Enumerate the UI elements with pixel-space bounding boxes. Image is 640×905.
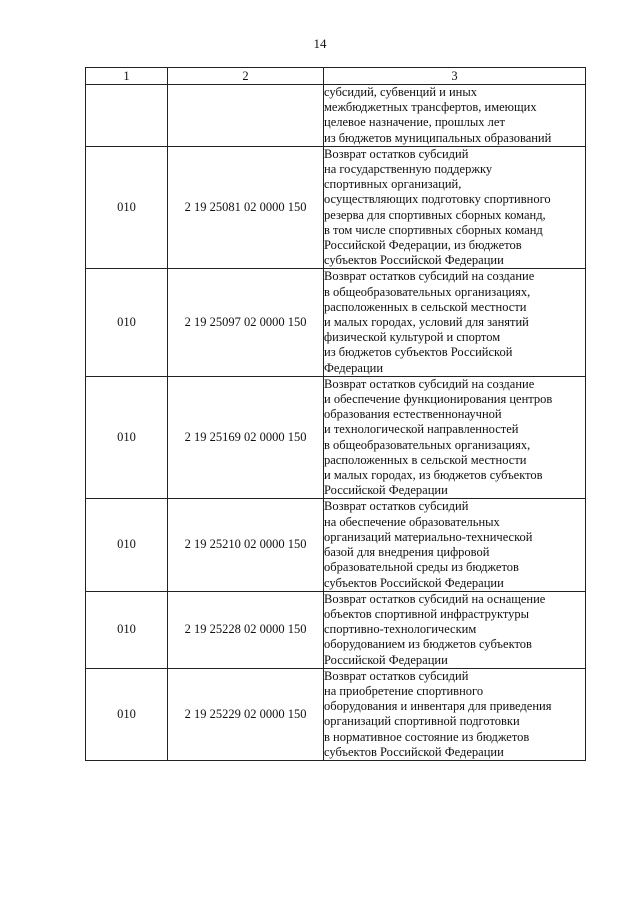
description-line: объектов спортивной инфраструктуры <box>324 606 530 621</box>
description-line: осуществляющих подготовку спортивного <box>324 192 551 207</box>
description-line: субъектов Российской Федерации <box>324 744 504 759</box>
description-line: Возврат остатков субсидий на создание <box>324 269 535 284</box>
description-cell <box>324 591 586 668</box>
description-line: субъектов Российской Федерации <box>324 253 504 268</box>
description-cell <box>324 146 586 269</box>
description-line: и технологической направленностей <box>324 422 519 437</box>
description-cell <box>324 668 586 760</box>
description-line: Российской Федерации <box>324 483 448 498</box>
description-line: из бюджетов муниципальных образований <box>324 130 552 145</box>
admin-code-cell: 010 <box>86 499 168 591</box>
admin-code-cell: 010 <box>86 376 168 499</box>
table-row <box>86 146 586 269</box>
description-line: расположенных в сельской местности <box>324 299 527 314</box>
admin-code-cell: 010 <box>86 591 168 668</box>
budget-code-cell: 2 19 25229 02 0000 150 <box>168 668 324 760</box>
admin-code-cell: 010 <box>86 269 168 376</box>
description-line: спортивных организаций, <box>324 177 462 192</box>
description-line: оборудованием из бюджетов субъектов <box>324 637 532 652</box>
column-header-2: 2 <box>168 68 324 85</box>
budget-code-cell: 2 19 25228 02 0000 150 <box>168 591 324 668</box>
description-line: на обеспечение образовательных <box>324 514 500 529</box>
column-header-1: 1 <box>86 68 168 85</box>
description-line: Возврат остатков субсидий <box>324 146 469 161</box>
budget-code-cell <box>168 85 324 147</box>
description-line: субсидий, субвенций и иных <box>324 85 477 99</box>
description-line: межбюджетных трансфертов, имеющих <box>324 100 537 115</box>
description-line: в том числе спортивных сборных команд <box>324 222 543 237</box>
description-line: образования естественнонаучной <box>324 407 502 422</box>
description-line: резерва для спортивных сборных команд, <box>324 207 546 222</box>
budget-code-cell: 2 19 25210 02 0000 150 <box>168 499 324 591</box>
admin-code-cell: 010 <box>86 668 168 760</box>
description-line: организаций спортивной подготовки <box>324 714 520 729</box>
description-line: Возврат остатков субсидий на оснащение <box>324 591 546 606</box>
table-row <box>86 591 586 668</box>
description-line: Российской Федерации, из бюджетов <box>324 238 522 253</box>
description-line: в нормативное состояние из бюджетов <box>324 729 530 744</box>
description-line: и обеспечение функционирования центров <box>324 392 553 407</box>
admin-code-cell <box>86 85 168 147</box>
description-line: образовательной среды из бюджетов <box>324 560 519 575</box>
description-line: оборудования и инвентаря для приведения <box>324 699 552 714</box>
budget-code-cell: 2 19 25081 02 0000 150 <box>168 146 324 269</box>
description-line: Возврат остатков субсидий <box>324 668 469 683</box>
description-line: целевое назначение, прошлых лет <box>324 115 505 130</box>
table-row <box>86 376 586 499</box>
description-line: Федерации <box>324 360 384 375</box>
description-cell <box>324 269 586 376</box>
description-cell <box>324 376 586 499</box>
table-row <box>86 499 586 591</box>
description-line: расположенных в сельской местности <box>324 452 527 467</box>
description-line: в общеобразовательных организациях, <box>324 284 531 299</box>
table-row <box>86 269 586 376</box>
description-line: спортивно-технологическим <box>324 622 477 637</box>
page-number: 14 <box>313 36 327 51</box>
table-row <box>86 668 586 760</box>
admin-code-cell: 010 <box>86 146 168 269</box>
budget-classification-table <box>85 67 586 761</box>
table-body <box>86 68 586 761</box>
description-line: в общеобразовательных организациях, <box>324 437 531 452</box>
description-line: организаций материально-технической <box>324 529 533 544</box>
description-cell <box>324 499 586 591</box>
description-line: субъектов Российской Федерации <box>324 575 504 590</box>
description-line: и малых городах, из бюджетов субъектов <box>324 468 543 483</box>
description-line: из бюджетов субъектов Российской <box>324 345 513 360</box>
description-line: Возврат остатков субсидий на создание <box>324 376 535 391</box>
table-header-row <box>86 68 586 85</box>
table-row <box>86 85 586 147</box>
description-line: на приобретение спортивного <box>324 683 484 698</box>
budget-code-cell: 2 19 25169 02 0000 150 <box>168 376 324 499</box>
column-header-3: 3 <box>324 68 586 85</box>
description-line: физической культурой и спортом <box>324 330 501 345</box>
description-cell <box>324 85 586 147</box>
budget-code-cell: 2 19 25097 02 0000 150 <box>168 269 324 376</box>
description-line: базой для внедрения цифровой <box>324 545 490 560</box>
description-line: Возврат остатков субсидий <box>324 499 469 514</box>
description-line: Российской Федерации <box>324 652 448 667</box>
description-line: на государственную поддержку <box>324 162 493 177</box>
description-line: и малых городах, условий для занятий <box>324 315 529 330</box>
